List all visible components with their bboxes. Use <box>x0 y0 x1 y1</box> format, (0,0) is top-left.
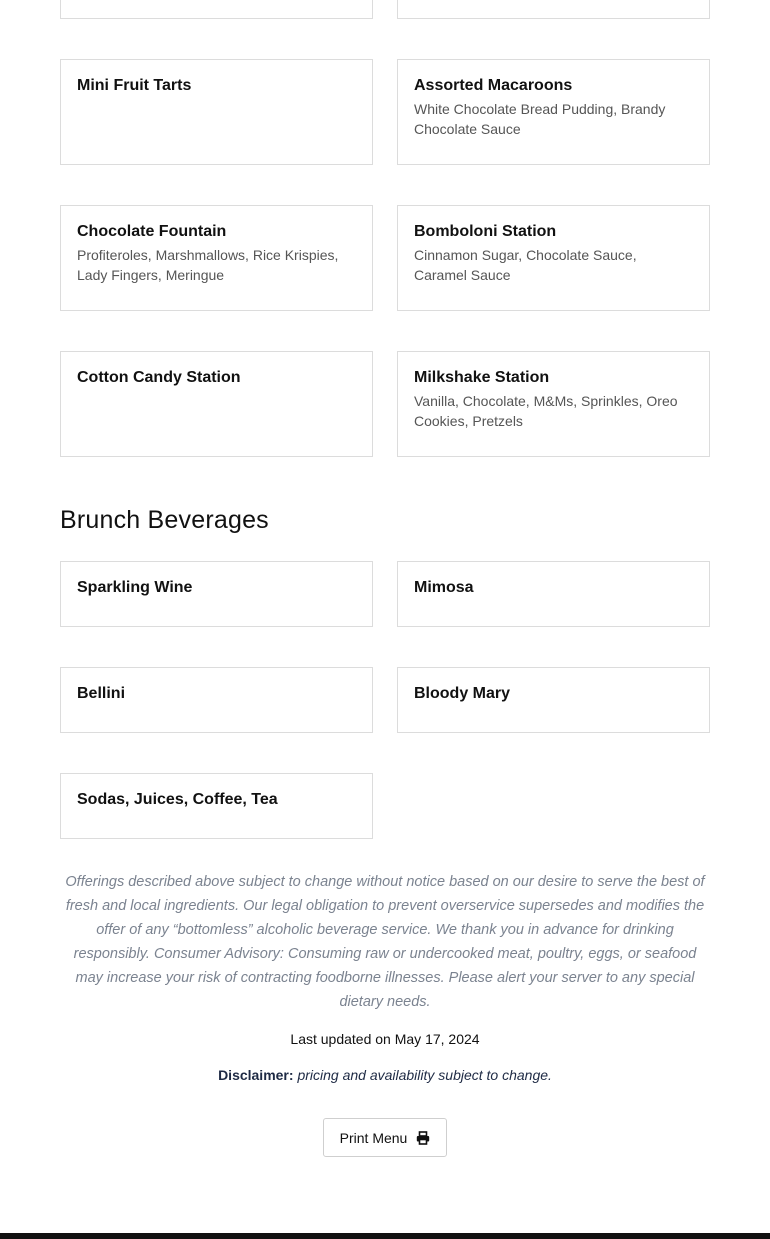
print-menu-button[interactable] <box>323 1118 447 1157</box>
menu-item-card-partial <box>397 0 710 19</box>
menu-item-card <box>397 561 710 627</box>
menu-item-description: Cinnamon Sugar, Chocolate Sauce, Caramel Sauce <box>414 247 637 283</box>
footer-bar <box>0 1233 770 1239</box>
menu-item-card <box>60 667 373 733</box>
menu-notice: Offerings described above subject to change without notice based on our desire to serve the best of fresh and local ingredients. Our legal obligation to prevent overservice supersedes and modifies the offer of any “bottomless” alcoholic beverage service. We thank you in advance for drinking responsibly. Consumer Advisory: Consuming raw or undercooked meat, poultry, eggs, or seafood may increase your risk of contracting foodborne illnesses. Please alert your server to any special dietary needs. <box>65 874 705 1010</box>
menu-item-card <box>397 667 710 733</box>
menu-item-description: Profiteroles, Marshmallows, Rice Krispies, Lady Fingers, Meringue <box>77 247 339 283</box>
section-title: Brunch Beverages <box>60 506 269 534</box>
menu-item-card <box>397 59 710 165</box>
menu-item-card <box>397 205 710 311</box>
menu-item-card-partial <box>60 0 373 19</box>
menu-item-title: Assorted Macaroons <box>414 77 573 94</box>
disclaimer-text: pricing and availability subject to change. <box>297 1067 552 1083</box>
menu-item-title: Sodas, Juices, Coffee, Tea <box>77 791 278 808</box>
menu-item-title: Bloody Mary <box>414 685 511 702</box>
menu-item-card <box>60 351 373 457</box>
menu-item-card <box>60 773 373 839</box>
print-icon <box>416 1131 430 1145</box>
disclaimer-label: Disclaimer: <box>218 1067 294 1083</box>
menu-item-title: Mini Fruit Tarts <box>77 77 192 94</box>
disclaimer <box>0 1067 770 1083</box>
menu-item-description: White Chocolate Bread Pudding, Brandy Chocolate Sauce <box>414 101 666 137</box>
print-menu-label: Print Menu <box>339 1129 408 1146</box>
menu-item-title: Milkshake Station <box>414 369 550 386</box>
menu-item-card <box>60 59 373 165</box>
menu-item-title: Bellini <box>77 685 126 702</box>
menu-item-description: Vanilla, Chocolate, M&Ms, Sprinkles, Oreo Cookies, Pretzels <box>414 393 678 429</box>
menu-item-title: Sparkling Wine <box>77 579 193 596</box>
menu-item-title: Mimosa <box>414 579 474 596</box>
menu-item-card <box>397 351 710 457</box>
menu-item-title: Cotton Candy Station <box>77 369 241 386</box>
menu-item-card <box>60 205 373 311</box>
last-updated: Last updated on May 17, 2024 <box>290 1031 480 1047</box>
menu-item-title: Bomboloni Station <box>414 223 557 240</box>
menu-item-title: Chocolate Fountain <box>77 223 227 240</box>
menu-item-card <box>60 561 373 627</box>
